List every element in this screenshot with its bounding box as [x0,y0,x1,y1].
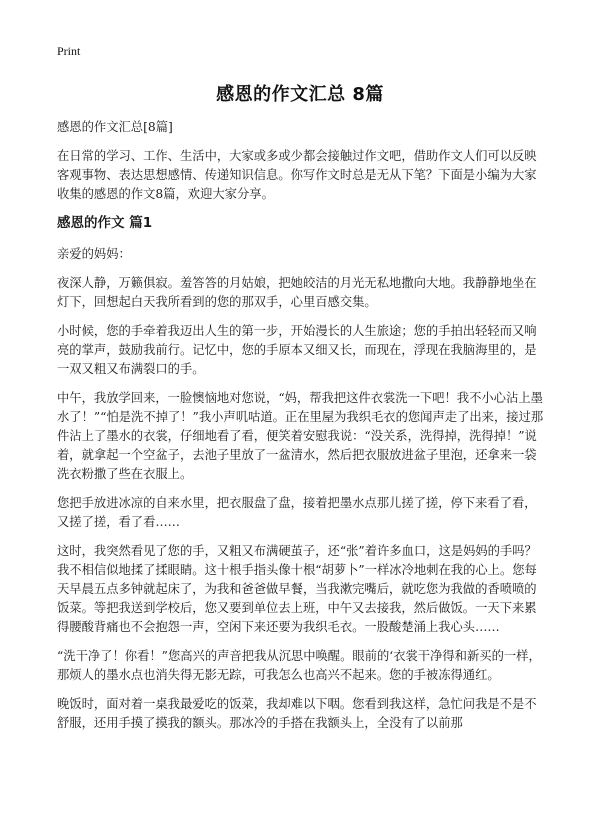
paragraph: 小时候，您的手牵着我迈出人生的第一步，开始漫长的人生旅途；您的手拍出轻轻而又响亮的掌声，鼓励我前行。记忆中，您的手原本又细又长，而现在，浮现在我脑海里的，是一双又粗又布满裂口的手。 [57,324,537,376]
paragraph: 您把手放进冰凉的自来水里，把衣服盘了盘，接着把墨水点那儿搓了搓，停下来看了看，又搓了搓，看了看…… [57,496,537,529]
document-body [57,118,547,743]
paragraph: 晚饭时，面对着一桌我最爱吃的饭菜，我却难以下咽。您看到我这样，急忙问我是不是不舒服，还用手摸了摸我的额头。那冰冷的手搭在我额头上，全没有了以前那 [57,697,537,730]
paragraph: 这时，我突然看见了您的手，又粗又布满硬茧子，还“张”着许多血口，这是妈妈的手吗？我不相信似地揉了揉眼睛。这十根手指头像十根“胡萝卜”一样冰冷地刺在我的心上。您每天早晨五点多钟就起床了，为我和爸爸做早餐，当我漱完嘴后，就吃您为我做的香喷喷的饭菜。等把我送到学校后，您又要到单位去上班，中午又去接我，然后做饭。一天下来累得腰酸背痛也不会抱怨一声，空闲下来还要为我织毛衣。一股酸楚涌上我心头…… [57,544,537,634]
document-subtitle: 感恩的作文汇总[8篇] [57,120,173,134]
paragraph: 夜深人静，万籁俱寂。羞答答的月姑娘，把她皎洁的月光无私地撒向大地。我静静地坐在灯下，回想起白天我所看到的您的那双手，心里百感交集。 [57,276,537,309]
paragraph: 中午，我放学回来，一脸懊恼地对您说，“妈，帮我把这件衣裳洗一下吧！我不小心沾上墨水了！”“怕是洗不掉了！”我小声叽咕道。正在里屋为我织毛衣的您闻声走了出来，接过那件沾上了墨水的衣裳，仔细地看了看，便笑着安慰我说：“没关系，洗得掉，洗得掉！”说着，就拿起一个空盆子，去池子里放了一盆清水，然后把衣服放进盆子里泡，还拿来一袋洗衣粉撒了些在衣服上。 [57,391,544,481]
paragraph-greeting: 亲爱的妈妈： [57,247,131,261]
intro-paragraph: 在日常的学习、工作、生活中，大家或多或少都会接触过作文吧，借助作文人们可以反映客观事物、表达思想感情、传递知识信息。你写作文时总是无从下笔？下面是小编为大家收集的感恩的作文8篇，欢迎大家分享。 [57,149,537,201]
print-label: Print [57,44,81,58]
section-heading: 感恩的作文 篇1 [57,215,153,231]
page-title: 感恩的作文汇总 8篇 [216,84,384,105]
paragraph: “洗干净了！你看！”您高兴的声音把我从沉思中唤醒。眼前的‘衣裳干净得和新买的一样，那烦人的墨水点也消失得无影无踪，可我怎么也高兴不起来。您的手被冻得通红。 [57,649,541,682]
